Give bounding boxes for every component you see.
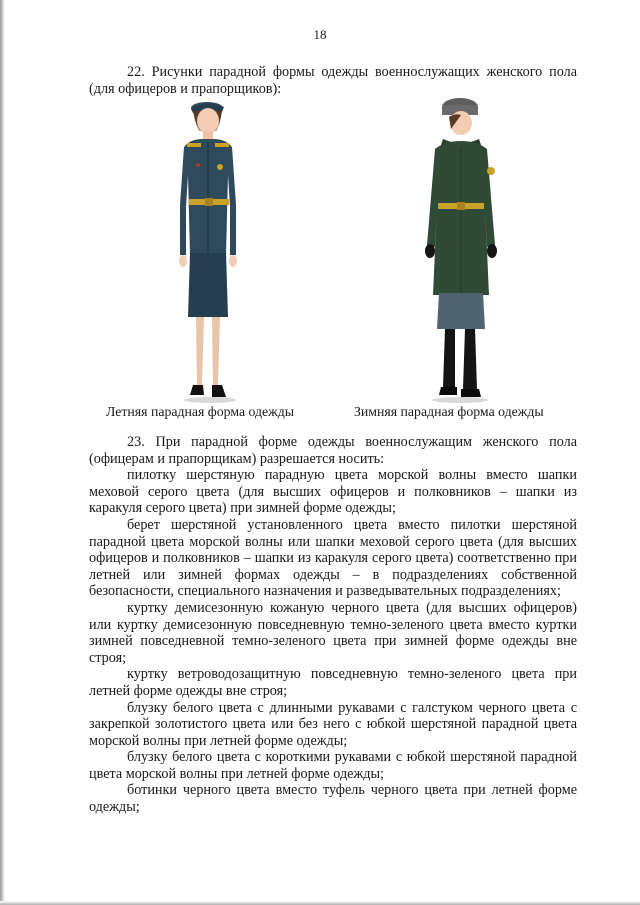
paragraph-item-cap: пилотку шерстяную парадную цвета морской волны вместо шапки меховой серого цвета (для высших офицеров и полковников – шапки из каракуля серого цвета) при зимней форме одежды;: [89, 467, 577, 517]
winter-uniform-caption: Зимняя парадная форма одежды: [354, 404, 544, 419]
scan-edge-left: [0, 0, 5, 905]
paragraph-item-short-sleeve-blouse: блузку белого цвета с короткими рукавами с юбкой шерстяной парадной цвета морской волны при летней форме одежды;: [89, 749, 577, 782]
winter-uniform-figure: [405, 95, 515, 407]
section-23: [89, 434, 577, 816]
section-22: [89, 64, 577, 97]
paragraph-item-leather-jacket: куртку демисезонную кожаную черного цвета (для высших офицеров) или куртку демисезонную повседневную темно-зеленого цвета вместо куртки зимней повседневной темно-зеленого цвета при зимней форме одежды вне строя;: [89, 599, 577, 666]
scan-edge-bottom: [0, 901, 640, 905]
summer-uniform-illustration: [160, 95, 260, 407]
page-number: 18: [313, 27, 327, 42]
paragraph-item-long-sleeve-blouse: блузку белого цвета с длинными рукавами с галстуком черного цвета с закрепкой золотистого цвета или без него с юбкой шерстяной парадной цвета морской волны при летней форме одежды;: [89, 699, 577, 749]
summer-uniform-caption: Летняя парадная форма одежды: [106, 404, 294, 419]
paragraph-item-boots: ботинки черного цвета вместо туфель черного цвета при летней форме одежды;: [89, 782, 577, 816]
paragraph-item-windproof-jacket: куртку ветроводозащитную повседневную темно-зеленого цвета при летней форме одежды вне строя;: [89, 666, 577, 699]
paragraph-item-beret: берет шерстяной установленного цвета вместо пилотки шерстяной парадной цвета морской волны или шапки меховой серого цвета (для высших офицеров и полковников – шапки из каракуля серого цвета) соответственно при летней или зимней формах одежды – в подразделениях собственной безопасности, специального назначения и разведывательных подразделениях;: [89, 516, 577, 600]
paragraph-23-heading: 23. При парадной форме одежды военнослужащим женского пола (офицерам и прапорщикам) разрешается носить:: [89, 434, 577, 467]
winter-uniform-illustration: [405, 95, 515, 407]
summer-uniform-figure: [160, 95, 260, 407]
intro-paragraph: 22. Рисунки парадной формы одежды военнослужащих женского пола (для офицеров и прапорщиков):: [89, 64, 577, 97]
